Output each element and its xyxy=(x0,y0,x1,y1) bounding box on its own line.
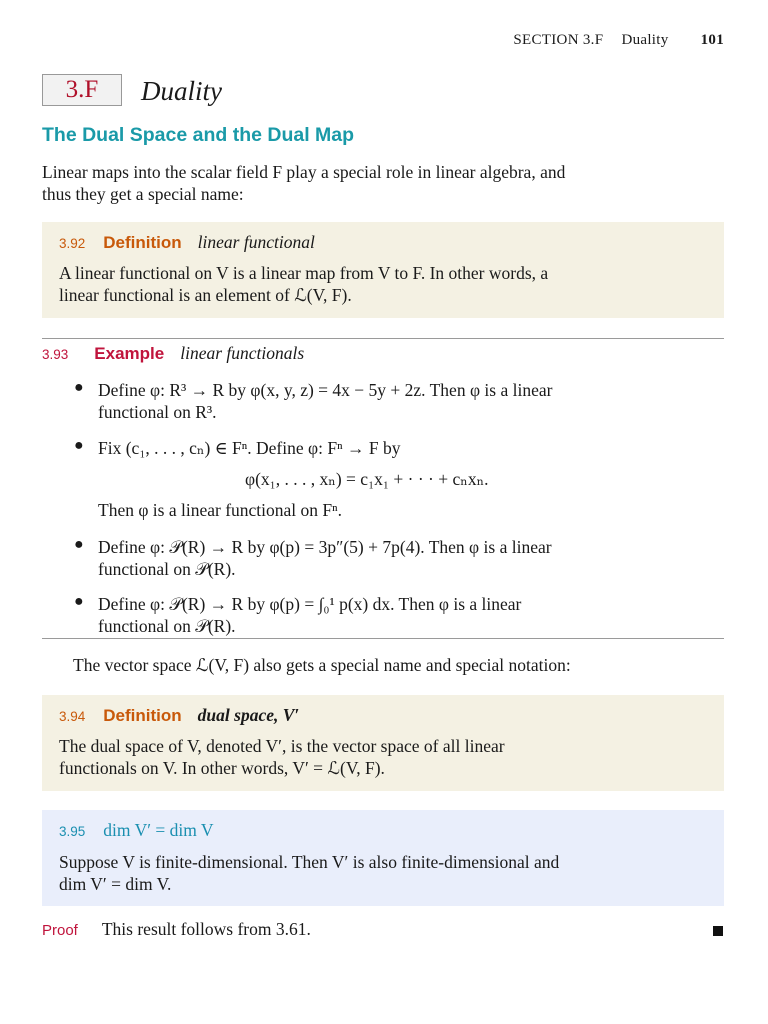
result-heading xyxy=(59,820,709,841)
intro-line-1: Linear maps into the scalar field F play a special role in linear algebra, and xyxy=(42,162,566,182)
proof xyxy=(42,918,724,940)
example-item-4-line-1: Define φ: 𝒫(R) → R by φ(p) = ∫₀¹ p(x) dx. Then φ is a linear xyxy=(98,594,522,614)
qed-square-icon xyxy=(713,926,723,936)
definition-line-1: A linear functional on V is a linear map from V to F. In other words, a xyxy=(59,263,549,283)
section-title: Duality xyxy=(141,76,222,106)
example-item-1 xyxy=(98,379,726,423)
result-number: 3.95 xyxy=(59,824,86,839)
result-line-1: Suppose V is finite-dimensional. Then V′ is also finite-dimensional and xyxy=(59,852,560,872)
section-number-box: 3.F xyxy=(42,74,122,106)
example-top-rule xyxy=(42,338,724,339)
definition-number: 3.94 xyxy=(59,709,86,724)
example-item-3 xyxy=(98,536,726,580)
bullet-icon: ● xyxy=(74,536,84,553)
example-item-3-line-1: Define φ: 𝒫(R) → R by φ(p) = 3p″(5) + 7p(4). Then φ is a linear xyxy=(98,537,552,557)
result-title: dim V′ = dim V xyxy=(103,820,214,840)
transition-paragraph: The vector space ℒ(V, F) also gets a special name and special notation: xyxy=(73,655,571,675)
subheading: The Dual Space and the Dual Map xyxy=(42,124,355,146)
example-item-3-line-2: functional on 𝒫(R). xyxy=(98,559,236,579)
proof-text: This result follows from 3.61. xyxy=(101,919,311,939)
header-title: Duality xyxy=(621,32,669,48)
definition-body xyxy=(59,735,719,779)
result-body xyxy=(59,851,719,895)
definition-box-3-92 xyxy=(42,222,724,318)
definition-label: Definition xyxy=(103,706,182,725)
header-section: SECTION 3.F xyxy=(513,32,604,48)
example-item-1-line-2: functional on R³. xyxy=(98,402,217,422)
page-number: 101 xyxy=(700,32,724,48)
example-item-2-line-1: Fix (c₁, . . . , cₙ) ∈ Fⁿ. Define φ: Fⁿ → F by xyxy=(98,438,401,458)
bullet-icon: ● xyxy=(74,437,84,454)
bullet-icon: ● xyxy=(74,379,84,396)
example-item-2-display-equation: φ(x₁, . . . , xₙ) = c₁x₁ + · · · + cₙxₙ. xyxy=(245,469,489,489)
running-header xyxy=(0,32,724,49)
definition-heading xyxy=(59,232,709,253)
example-number: 3.93 xyxy=(42,347,69,362)
result-line-2: dim V′ = dim V. xyxy=(59,874,172,894)
definition-term: linear functional xyxy=(197,232,315,252)
example-item-2 xyxy=(98,437,726,459)
definition-heading xyxy=(59,705,709,726)
definition-line-2: functionals on V. In other words, V′ = ℒ(V, F). xyxy=(59,758,385,778)
definition-line-2: linear functional is an element of ℒ(V, F). xyxy=(59,285,352,305)
example-item-1-line-1: Define φ: R³ → R by φ(x, y, z) = 4x − 5y + 2z. Then φ is a linear xyxy=(98,380,553,400)
example-item-4-line-2: functional on 𝒫(R). xyxy=(98,616,236,636)
definition-number: 3.92 xyxy=(59,236,86,251)
example-item-4 xyxy=(98,593,726,637)
example-label: Example xyxy=(94,344,165,363)
definition-box-3-94 xyxy=(42,695,724,791)
example-term: linear functionals xyxy=(180,343,305,363)
example-heading xyxy=(42,343,724,364)
definition-body xyxy=(59,262,719,306)
proof-label: Proof xyxy=(42,922,78,939)
definition-line-1: The dual space of V, denoted V′, is the vector space of all linear xyxy=(59,736,505,756)
example-bottom-rule xyxy=(42,638,724,639)
intro-paragraph xyxy=(42,161,732,205)
definition-term: dual space, V′ xyxy=(197,705,300,725)
example-item-2-line-3: Then φ is a linear functional on Fⁿ. xyxy=(98,500,343,520)
bullet-icon: ● xyxy=(74,593,84,610)
result-box-3-95 xyxy=(42,810,724,906)
definition-label: Definition xyxy=(103,233,182,252)
intro-line-2: thus they get a special name: xyxy=(42,184,244,204)
